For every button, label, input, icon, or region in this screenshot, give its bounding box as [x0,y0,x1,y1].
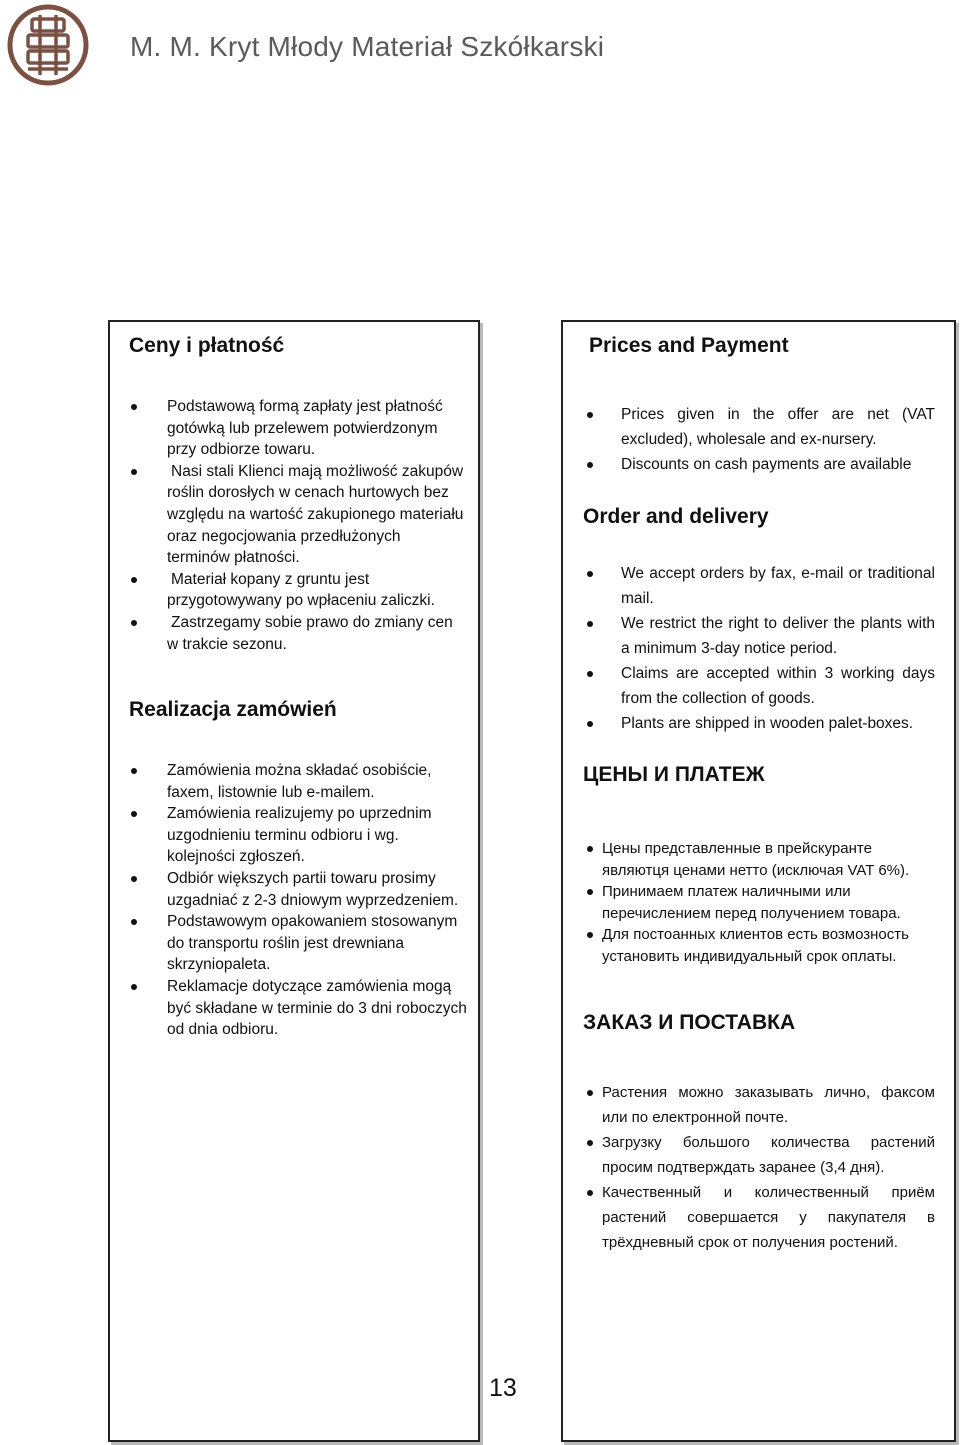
prices-heading-en: Prices and Payment [589,334,789,357]
list-item: Plants are shipped in wooden palet-boxes. [621,711,935,736]
prices-heading-ru: ЦЕНЫ И ПЛАТЕЖ [583,763,765,786]
bullet-icon [131,768,137,774]
list-item: Podstawowym opakowaniem stosowanym do transportu roślin jest drewniana skrzyniopaleta. [167,911,467,976]
bullet-icon [587,1190,593,1196]
list-item: Качественный и количественный приём растений совершается у пакупателя в трёхдневный срок от получения ростений. [602,1180,935,1255]
bullet-icon [587,462,593,468]
list-item: Materiał kopany z gruntu jest przygotowywany po wpłaceniu zaliczki. [167,569,467,612]
delivery-list-ru [602,1080,935,1255]
bullet-icon [587,1140,593,1146]
list-item: Discounts on cash payments are available [621,452,935,477]
list-item: Zamówienia można składać osobiście, faxem, listownie lub e-mailem. [167,760,467,803]
list-item: Odbiór większych partii towaru prosimy uzgadniać z 2-3 dniowym wyprzedzeniem. [167,868,467,911]
list-item: Загрузку большого количества растений просим подтверждать заранее (3,4 дня). [602,1130,935,1180]
list-item: Принимаем платеж наличными или перечислением перед получением товара. [602,881,935,924]
prices-list-pl [167,396,467,655]
list-item: Zastrzegamy sobie prawo do zmiany cen w trakcie sezonu. [167,612,467,655]
orders-list-pl [167,760,467,1041]
prices-heading-pl: Ceny i płatność [129,334,285,357]
bullet-icon [131,577,137,583]
bullet-icon [587,846,593,852]
list-item: Для постоанных клиентов есть возмозность установить индивидуальный срок оплаты. [602,924,935,967]
bullet-icon [131,811,137,817]
bullet-icon [131,404,137,410]
bullet-icon [587,721,593,727]
list-item: We accept orders by fax, e-mail or traditional mail. [621,561,935,611]
list-item: We restrict the right to deliver the plants with a minimum 3-day notice period. [621,611,935,661]
page-number: 13 [489,1374,517,1402]
list-item: Растения можно заказывать лично, факсом или по електронной почте. [602,1080,935,1130]
list-item: Nasi stali Klienci mają możliwość zakupów roślin dorosłych w cenach hurtowych bez względu na wartość zakupionego materiału oraz negocjowania przedłużonych terminów płatności. [167,461,467,569]
list-item: Podstawową formą zapłaty jest płatność gotówką lub przelewem potwierdzonym przy odbiorze towaru. [167,396,467,461]
bullet-icon [131,620,137,626]
bullet-icon [131,876,137,882]
bullet-icon [587,671,593,677]
bullet-icon [131,469,137,475]
delivery-heading-ru: ЗАКАЗ И ПОСТАВКА [583,1011,796,1034]
bullet-icon [587,1090,593,1096]
delivery-heading-en: Order and delivery [583,505,769,528]
prices-list-en [621,402,935,477]
bullet-icon [587,889,593,895]
list-item: Zamówienia realizujemy po uprzednim uzgodnieniu terminu odbioru i wg. kolejności zgłoszeń. [167,803,467,868]
bullet-icon [587,932,593,938]
company-logo-icon [6,3,90,87]
bullet-icon [587,412,593,418]
english-russian-info-panel [561,320,956,1442]
list-item: Reklamacje dotyczące zamówienia mogą być składane w terminie do 3 dni roboczych od dnia odbioru. [167,976,467,1041]
list-item: Prices given in the offer are net (VAT excluded), wholesale and ex-nursery. [621,402,935,452]
bullet-icon [131,984,137,990]
orders-heading-pl: Realizacja zamówień [129,698,337,721]
prices-list-ru [602,838,935,968]
delivery-list-en [621,561,935,736]
list-item: Claims are accepted within 3 working days from the collection of goods. [621,661,935,711]
polish-info-panel [108,320,480,1442]
bullet-icon [587,571,593,577]
bullet-icon [131,919,137,925]
bullet-icon [587,621,593,627]
company-name: M. M. Kryt Młody Materiał Szkółkarski [130,31,605,62]
list-item: Цены представленные в прейскуранте являютця ценами нетто (исключая VAT 6%). [602,838,935,881]
